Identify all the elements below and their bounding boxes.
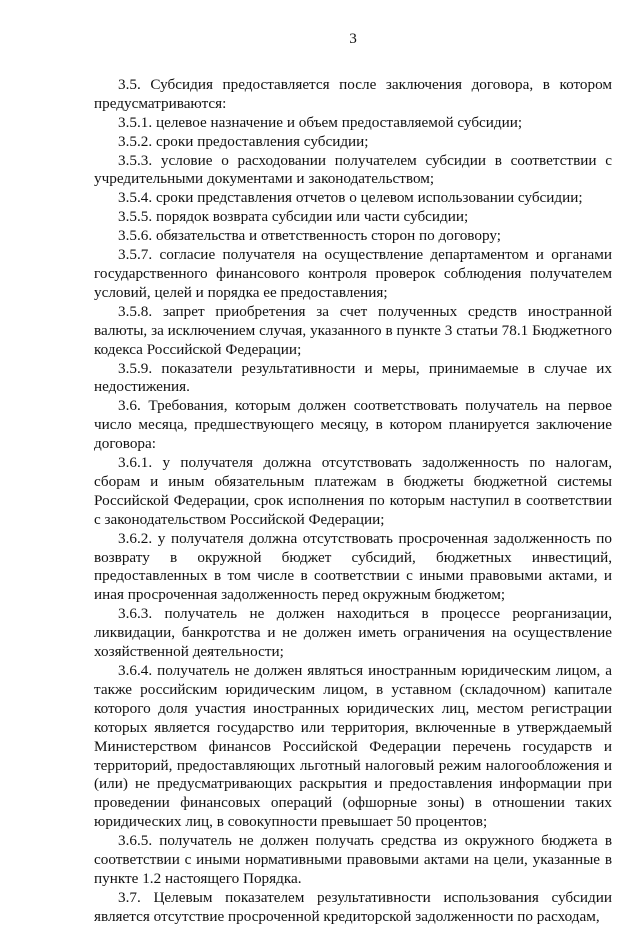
paragraph-3-7: 3.7. Целевым показателем результативности использования субсидии является отсутствие просроченной кредиторской задолженности по расходам, xyxy=(94,888,612,925)
paragraph-3-5-9: 3.5.9. показатели результативности и меры, принимаемые в случае их недостижения. xyxy=(94,359,612,396)
paragraph-3-5-6: 3.5.6. обязательства и ответственность сторон по договору; xyxy=(118,227,501,245)
paragraph-3-6-1: 3.6.1. у получателя должна отсутствовать задолженность по налогам, сборам и иным обязательным платежам в бюджеты бюджетной системы Российской Федерации, срок исполнения по которым наступил в соответствии с законодательством Российской Федерации; xyxy=(94,454,612,528)
paragraph-3-6-3: 3.6.3. получатель не должен находиться в процессе реорганизации, ликвидации, банкротства и не должен иметь ограничения на осуществление хозяйственной деятельности; xyxy=(94,605,612,661)
paragraph-3-6: 3.6. Требования, которым должен соответствовать получатель на первое число месяца, предшествующего месяцу, в котором планируется заключение договора: xyxy=(94,397,612,453)
paragraph-3-5-8: 3.5.8. запрет приобретения за счет полученных средств иностранной валюты, за исключением случая, указанного в пункте 3 статьи 78.1 Бюджетного кодекса Российской Федерации; xyxy=(94,302,612,358)
paragraph-3-6-4: 3.6.4. получатель не должен являться иностранным юридическим лицом, а также российским юридическим лицом, в уставном (складочном) капитале которого доля участия иностранных юридических лиц, местом регистрации которых является государство или территория, включенные в утверждаемый Министерством финансов Российской Федерации перечень государств и территорий, предоставляющих льготный налоговый режим налогообложения и (или) не предусматривающих раскрытия и предоставления информации при проведении финансовых операций (офшорные зоны) в отношении таких юридических лиц, в совокупности превышает 50 процентов; xyxy=(94,662,612,831)
paragraph-3-5-1: 3.5.1. целевое назначение и объем предоставляемой субсидии; xyxy=(118,113,523,131)
paragraph-3-5-4: 3.5.4. сроки представления отчетов о целевом использовании субсидии; xyxy=(118,189,583,207)
paragraph-3-5-5: 3.5.5. порядок возврата субсидии или части субсидии; xyxy=(118,208,469,226)
paragraph-3-5: 3.5. Субсидия предоставляется после заключения договора, в котором предусматриваются: xyxy=(94,75,612,112)
paragraph-3-6-2: 3.6.2. у получателя должна отсутствовать просроченная задолженность по возврату в окружной бюджет субсидий, бюджетных инвестиций, предоставленных в том числе в соответствии с иными правовыми актами, и иная просроченная задолженность перед окружным бюджетом; xyxy=(94,529,612,604)
paragraph-3-6-5: 3.6.5. получатель не должен получать средства из окружного бюджета в соответствии с иными нормативными правовыми актами на цели, указанные в пункте 1.2 настоящего Порядка. xyxy=(94,832,612,887)
paragraph-3-5-3: 3.5.3. условие о расходовании получателем субсидии в соответствии с учредительными документами и законодательством; xyxy=(94,151,612,188)
paragraph-3-5-2: 3.5.2. сроки предоставления субсидии; xyxy=(118,132,369,150)
page-number: 3 xyxy=(349,30,357,47)
paragraph-3-5-7: 3.5.7. согласие получателя на осуществление департаментом и органами государственного финансового контроля проверок соблюдения получателем условий, целей и порядка ее предоставления; xyxy=(94,246,612,301)
